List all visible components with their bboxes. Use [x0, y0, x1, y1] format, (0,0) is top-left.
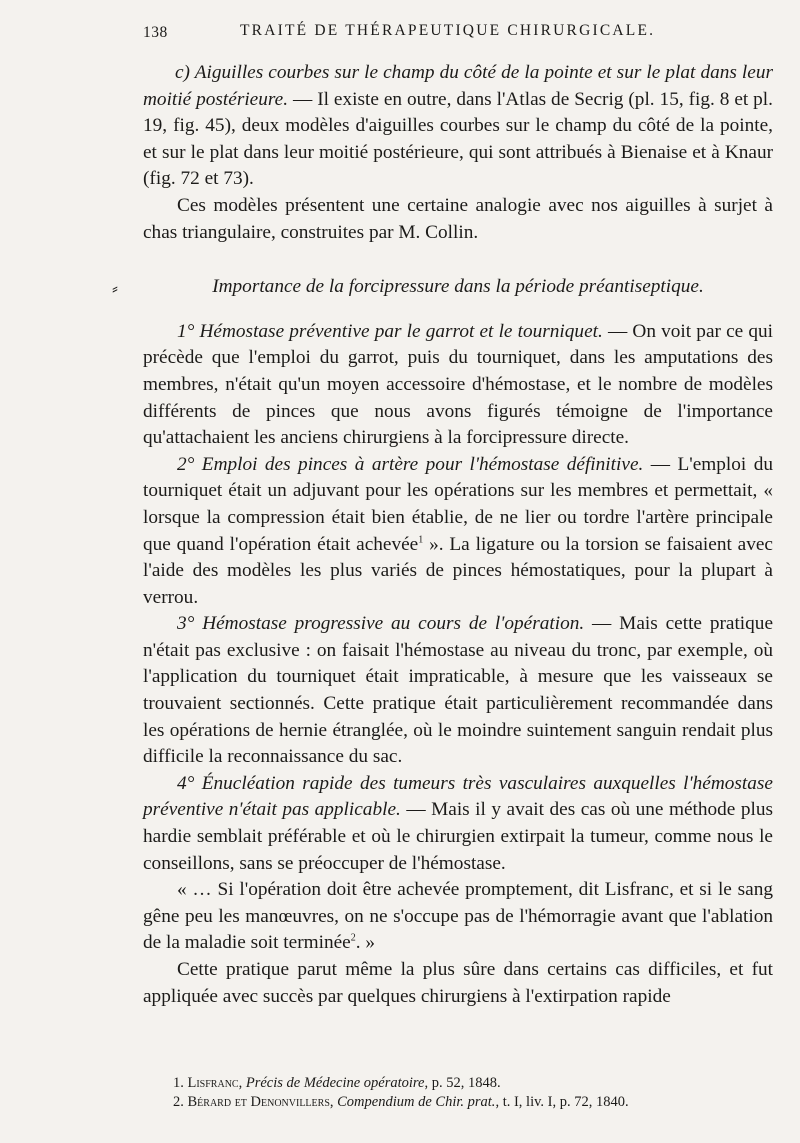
paragraph-body: — Mais il y avait des cas où une méthode plus hardie semblait préférable et où le chirurgien extirpait la tumeur, comme nous le conseillons, sans se préoccuper de l'hémostase. [143, 799, 773, 874]
paragraph-4 [143, 771, 773, 877]
paragraph-quote [143, 877, 773, 957]
paragraph-body-end: ». La ligature ou la torsion se faisaient avec l'aide des modèles les plus variés de pinces hémostatiques, pour la plupart à verrou. [143, 533, 773, 608]
footnote-separator: , [329, 1094, 338, 1110]
margin-mark: ⸗ [112, 278, 118, 298]
paragraph-body: — On voit par ce qui précède que l'emploi du garrot, puis du tourniquet, dans les amputations des membres, n'était qu'un moyen accessoire d'hémostase, et le nombre de modèles différents de pinces que nous avons figurés témoigne de l'importance qu'attachaient les anciens chirurgiens à la forcipressure directe. [143, 320, 773, 449]
paragraph-body: — L'emploi du tourniquet était un adjuvant pour les opérations sur les membres et permettait, « lorsque la compression était bien établie, de ne lier ou tordre l'artère principale que quand l'opération était achevée [143, 453, 773, 555]
footnote-1 [173, 1074, 773, 1093]
footnote-rest: , p. 52, 1848. [424, 1075, 501, 1091]
paragraph-body: — Mais cette pratique n'était pas exclusive : on faisait l'hémostase au niveau du tronc, par exemple, où l'application du tourniquet était impraticable, à mesure que les vaisseaux se trouvaient sectionnés. Cette pratique était particulièrement recommandée dans les opérations de hernie étranglée, où le moindre suintement sanguin rendait plus difficile la reconnaissance du sac. [143, 613, 774, 768]
footnote-ref: 2 [350, 932, 356, 944]
paragraph-heading: 2° Emploi des pinces à artère pour l'hémostase définitive. [177, 453, 644, 475]
footnote-2 [173, 1093, 773, 1112]
page-number: 138 [143, 24, 168, 41]
paragraph-3 [143, 611, 773, 771]
footnote-author: Lisfranc [187, 1075, 239, 1091]
footnote-number: 1. [173, 1075, 188, 1091]
running-title: TRAITÉ DE THÉRAPEUTIQUE CHIRURGICALE. [240, 22, 656, 39]
footnote-work: Précis de Médecine opératoire [245, 1075, 425, 1091]
paragraph-body: — Il existe en outre, dans l'Atlas de Secrig (pl. 15, fig. 8 et pl. 19, fig. 45), deux modèles d'aiguilles courbes sur le champ du côté de la pointe, et sur le plat dans leur moitié postérieure, qui sont attribués à Bienaise et à Knaur (fig. 72 et 73). [143, 88, 773, 190]
paragraph-heading: 3° Hémostase progressive au cours de l'opération. [177, 613, 585, 635]
section-gap [143, 246, 773, 268]
footnote-separator: , [238, 1075, 246, 1091]
paragraph-heading: 4° Énucléation rapide des tumeurs très vasculaires auxquelles l'hémostase préventive n'était pas applicable. [143, 772, 773, 821]
footnote-author: Bérard et Denonvillers [187, 1094, 330, 1110]
footnote-work: Compendium de Chir. prat. [337, 1094, 496, 1110]
paragraph-c [143, 60, 773, 193]
paragraph-last: Cette pratique parut même la plus sûre dans certains cas difficiles, et fut appliquée avec succès par quelques chirurgiens à l'extirpation rapide [143, 959, 773, 1007]
footnotes [173, 1074, 773, 1112]
paragraph-ces-modeles: Ces modèles présentent une certaine analogie avec nos aiguilles à surjet à chas triangulaire, construites par M. Collin. [143, 194, 773, 243]
paragraph-2 [143, 452, 773, 612]
quote-body: « … Si l'opération doit être achevée promptement, dit Lisfranc, et si le sang gêne peu les manœuvres, on ne s'occupe pas de l'hémorragie avant que l'ablation de la maladie soit terminée [143, 879, 773, 954]
paragraph-heading: 1° Hémostase préventive par le garrot et le tourniquet. [177, 320, 603, 342]
quote-end: . » [355, 932, 376, 954]
footnote-number: 2. [173, 1094, 188, 1110]
footnote-ref: 1 [418, 534, 424, 546]
body-text [143, 60, 773, 1010]
section-title: Importance de la forcipressure dans la période préantiseptique. [212, 276, 704, 298]
paragraph-heading: c) Aiguilles courbes sur le champ du côté de la pointe et sur le plat dans leur moitié postérieure. [143, 62, 773, 110]
footnote-rest: , t. I, liv. I, p. 72, 1840. [495, 1094, 629, 1110]
paragraph-1 [143, 319, 773, 452]
